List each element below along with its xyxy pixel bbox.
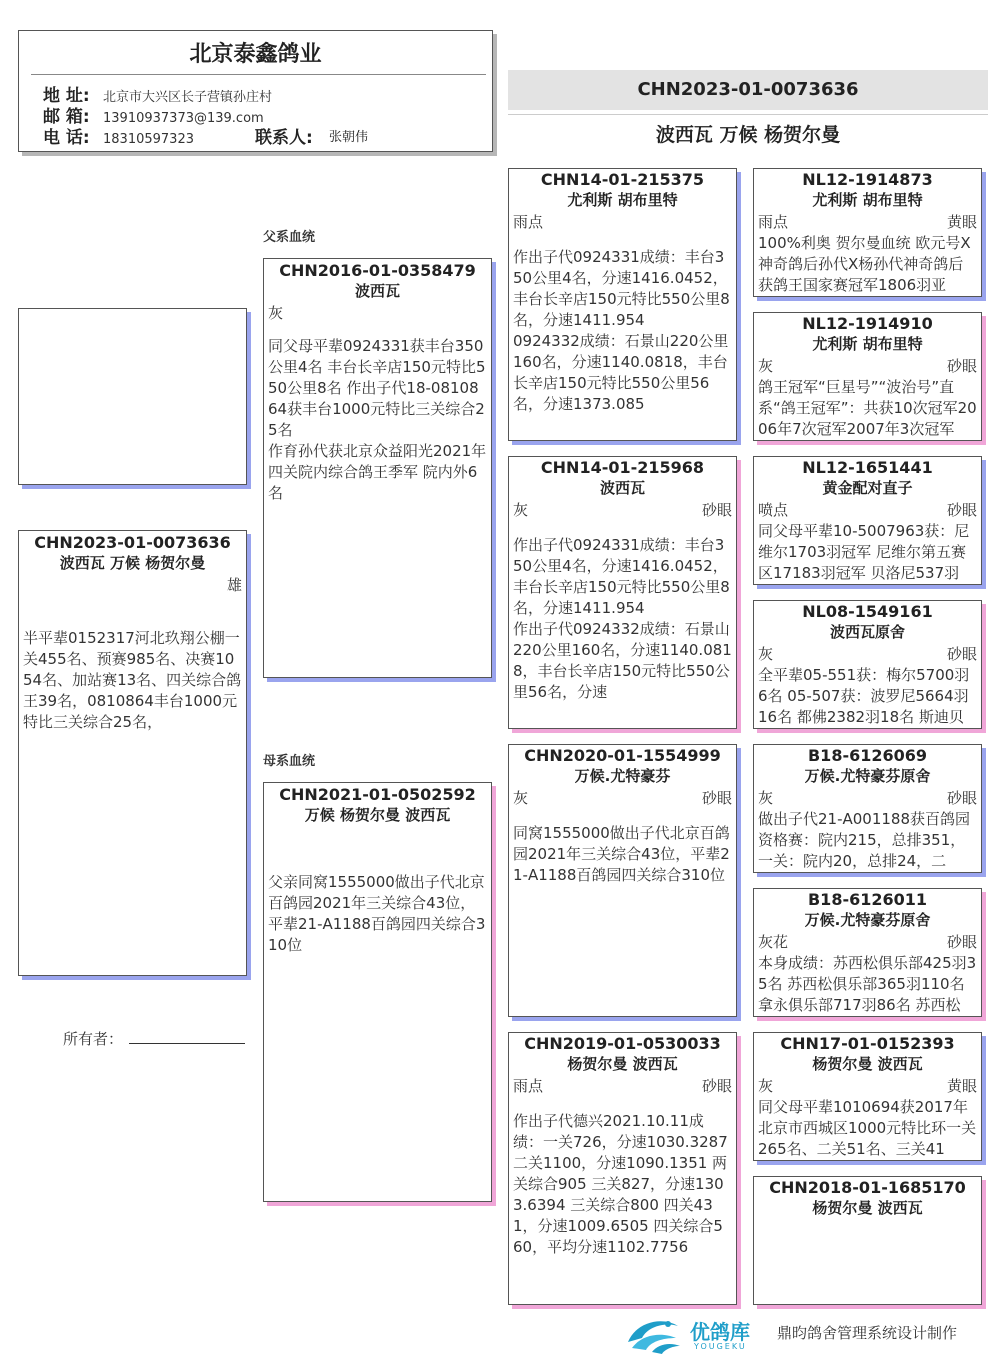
ggp-sds-notes: 同父母平辈10-5007963获：尼维尔1703羽冠军 尼维尔第五赛区17183羽冠军 贝洛尼537羽 (758, 522, 970, 582)
ggp-dsd-meta (754, 931, 981, 953)
ggp-dss-card (753, 744, 982, 873)
brand-logo-icon (622, 1312, 686, 1356)
ggp-dss-color: 灰 (758, 789, 774, 807)
email-row (43, 107, 264, 127)
ggp-dds-color: 灰 (758, 1077, 774, 1095)
ggp-sdd-eye: 砂眼 (946, 645, 977, 663)
header-divider (31, 74, 486, 75)
ggp-dss-notes: 做出子代21-A001188获百鸽园资格赛：院内215，总排351，一关：院内20，总排24，二 (758, 810, 971, 870)
gp-sd-meta (509, 499, 736, 521)
granddam-dam-side-card (508, 1032, 737, 1305)
subject-name-bar: 波西瓦 万候 杨贺尔曼 (655, 124, 841, 146)
ggp-sss-eye: 黄眼 (946, 213, 977, 231)
dam-meta (264, 826, 491, 848)
gp-ds-ring: CHN2020-01-1554999 (524, 746, 721, 765)
subject-notes: 半平辈0152317河北玖翔公棚一关455名、预赛985名、决赛1054名、加站赛13名、四关综合鸽王39名，0810864丰台1000元特比三关综合25名， (23, 629, 242, 731)
ggp-dsd-name: 万候.尤特豪芬原舍 (804, 911, 931, 929)
ggp-sss-ring: NL12-1914873 (802, 170, 933, 189)
ggp-sds-eye: 砂眼 (946, 501, 977, 519)
ggp-dsd-color: 灰花 (758, 933, 789, 951)
ggp-dds-ring: CHN17-01-0152393 (780, 1034, 955, 1053)
contact-label: 联系人: (255, 128, 313, 148)
gp-ds-notes: 同窝1555000做出子代北京百鸽园2021年三关综合43位，平辈21-A1188百鸽园四关综合310位 (513, 824, 730, 884)
ggp-sds-color: 喷点 (758, 501, 789, 519)
gp-dd-color: 雨点 (513, 1077, 544, 1095)
gp-ss-name: 尤利斯 胡布里特 (567, 191, 678, 209)
ggp-dds-card (753, 1032, 982, 1161)
sire-line-label: 父系血统 (263, 230, 316, 245)
made-by-text: 鼎昀鸽舍管理系统设计制作 (777, 1324, 958, 1342)
dam-line-label: 母系血统 (263, 754, 316, 769)
brand-name-en: YOUGEKU (694, 1342, 747, 1351)
sire-name: 波西瓦 (354, 282, 400, 300)
ggp-sds-name: 黄金配对直子 (822, 479, 913, 497)
granddam-sire-side-card (508, 456, 737, 729)
sire-meta (264, 302, 491, 324)
phone-value: 18310597323 (103, 132, 194, 147)
gp-sd-eye: 砂眼 (701, 501, 732, 519)
owner-label: 所有者： (63, 1030, 124, 1048)
loft-info-box (18, 30, 493, 152)
subject-ring-bar: CHN2023-01-0073636 (508, 70, 988, 110)
sire-card (263, 258, 492, 678)
ggp-dds-name: 杨贺尔曼 波西瓦 (812, 1055, 923, 1073)
dam-ring: CHN2021-01-0502592 (279, 785, 476, 804)
subject-sex: 雄 (226, 576, 242, 594)
phone-label: 电 话: (43, 128, 90, 148)
gp-ss-color: 雨点 (513, 213, 544, 231)
ggp-sss-meta (754, 211, 981, 233)
ggp-ssd-meta (754, 355, 981, 377)
ggp-sdd-meta (754, 643, 981, 665)
gp-sd-ring: CHN14-01-215968 (540, 458, 705, 477)
ggp-dsd-ring: B18-6126011 (807, 890, 928, 909)
owner-field (63, 1028, 245, 1049)
ggp-dsd-notes: 本身成绩：苏西松俱乐部425羽35名 苏西松俱乐部365羽110名 拿永俱乐部717羽86名 苏西松 (758, 954, 977, 1014)
ggp-ssd-card (753, 312, 982, 441)
dam-notes: 父亲同窝1555000做出子代北京百鸽园2021年三关综合43位，平辈21-A1188百鸽园四关综合310位 (268, 873, 486, 954)
ggp-ddd-card (753, 1176, 982, 1305)
address-row (43, 86, 272, 106)
dam-name: 万候 杨贺尔曼 波西瓦 (304, 806, 451, 824)
ggp-ddd-name: 杨贺尔曼 波西瓦 (812, 1199, 923, 1217)
ggp-sss-color: 雨点 (758, 213, 789, 231)
gp-ss-notes: 作出子代0924331成绩：丰台350公里4名，分速1416.0452，丰台长辛店150元特比550公里8名，分速1411.954 0924332成绩：石景山220公里160名，分速1140.0818，丰台长辛店150元特比550公里56名，分速1373.085 (513, 248, 730, 413)
ggp-dss-meta (754, 787, 981, 809)
gp-ss-ring: CHN14-01-215375 (540, 170, 705, 189)
loft-title: 北京泰鑫鸽业 (189, 42, 322, 67)
ggp-sdd-ring: NL08-1549161 (802, 602, 933, 621)
address-value: 北京市大兴区长子营镇孙庄村 (103, 90, 273, 105)
ggp-sss-name: 尤利斯 胡布里特 (812, 191, 923, 209)
ggp-ssd-name: 尤利斯 胡布里特 (812, 335, 923, 353)
ggp-ddd-meta (754, 1219, 981, 1241)
ggp-sss-card (753, 168, 982, 297)
ggp-dds-meta (754, 1075, 981, 1097)
ggp-sdd-card (753, 600, 982, 729)
gp-dd-name: 杨贺尔曼 波西瓦 (567, 1055, 678, 1073)
ggp-dds-eye: 黄眼 (946, 1077, 977, 1095)
owner-signature-line (129, 1030, 245, 1044)
contact-value: 张朝伟 (329, 130, 369, 145)
ggp-sss-notes: 100%利奥 贺尔曼血统 欧元号X神奇鸽后孙代X杨孙代神奇鸽后获鸽王国家赛冠军1806羽亚 (758, 234, 971, 294)
gp-sd-color: 灰 (513, 501, 529, 519)
gp-ds-meta (509, 787, 736, 809)
ggp-ssd-ring: NL12-1914910 (802, 314, 933, 333)
email-value: 13910937373@139.com (103, 111, 264, 126)
subject-card-name: 波西瓦 万候 杨贺尔曼 (59, 554, 206, 572)
gp-sd-name: 波西瓦 (599, 479, 645, 497)
email-label: 邮 箱: (43, 107, 90, 127)
ggp-dsd-eye: 砂眼 (946, 933, 977, 951)
ggp-dss-ring: B18-6126069 (807, 746, 928, 765)
gp-dd-ring: CHN2019-01-0530033 (524, 1034, 721, 1053)
gp-sd-notes: 作出子代0924331成绩：丰台350公里4名，分速1416.0452，丰台长辛店150元特比550公里8名，分速1411.954 作出子代0924332成绩：石景山220公里160名，分速1140.0818，丰台长辛店150元特比550公里56名，分速 (513, 536, 732, 701)
footer-brand (622, 1312, 992, 1356)
ggp-dss-eye: 砂眼 (946, 789, 977, 807)
gp-ds-color: 灰 (513, 789, 529, 807)
grandsire-sire-side-card (508, 168, 737, 441)
sire-ring: CHN2016-01-0358479 (279, 261, 476, 280)
gp-ds-eye: 砂眼 (701, 789, 732, 807)
ggp-sds-meta (754, 499, 981, 521)
grandsire-dam-side-card (508, 744, 737, 1017)
gp-ds-name: 万候.尤特豪芬 (574, 767, 671, 785)
address-label: 地 址: (43, 86, 90, 106)
ring-bar-divider (508, 114, 988, 115)
subject-card-ring: CHN2023-01-0073636 (34, 533, 231, 552)
subject-card (18, 530, 247, 976)
gp-dd-notes: 作出子代德兴2021.10.11成绩：一关726，分速1030.3287 二关1100，分速1090.1351 两关综合905 三关827，分速1303.6394 三关综合800 四关431，分速1009.6505 四关综合560，平均分速1102.7756 (513, 1112, 728, 1256)
ggp-dsd-card (753, 888, 982, 1017)
ggp-ddd-ring: CHN2018-01-1685170 (769, 1178, 966, 1197)
sire-notes: 同父母平辈0924331获丰台350公里4名 丰台长辛店150元特比550公里8名 作出子代18-0810864获丰台1000元特比三关综合25名 作育孙代获北京众益阳光2021年四关院内综合鸽王季军 院内外6名 (268, 337, 487, 502)
ggp-ssd-color: 灰 (758, 357, 774, 375)
ggp-dss-name: 万候.尤特豪芬原舍 (804, 767, 931, 785)
ggp-ssd-eye: 砂眼 (946, 357, 977, 375)
ggp-ssd-notes: 鸽王冠军“巨星号”“波治号”直系“鸽王冠军”：共获10次冠军2006年7次冠军2007年3次冠军 (758, 378, 977, 438)
ggp-sdd-name: 波西瓦原舍 (829, 623, 905, 641)
ggp-sdd-notes: 全平辈05-551获：梅尔5700羽6名 05-507获：波罗尼5664羽16名 都佛2382羽18名 斯迪贝 (758, 666, 970, 726)
sire-color: 灰 (268, 304, 284, 322)
brand-name: 优鸽库 (690, 1320, 750, 1344)
phone-row (43, 128, 483, 148)
photo-placeholder (18, 308, 247, 485)
ggp-sds-card (753, 456, 982, 585)
gp-ss-meta (509, 211, 736, 233)
ggp-sds-ring: NL12-1651441 (802, 458, 933, 477)
gp-dd-eye: 砂眼 (701, 1077, 732, 1095)
gp-dd-meta (509, 1075, 736, 1097)
ggp-dds-notes: 同父母平辈1010694获2017年北京市西城区1000元特比环一关265名、二关51名、三关41 (758, 1098, 977, 1158)
dam-card (263, 782, 492, 1202)
ggp-sdd-color: 灰 (758, 645, 774, 663)
